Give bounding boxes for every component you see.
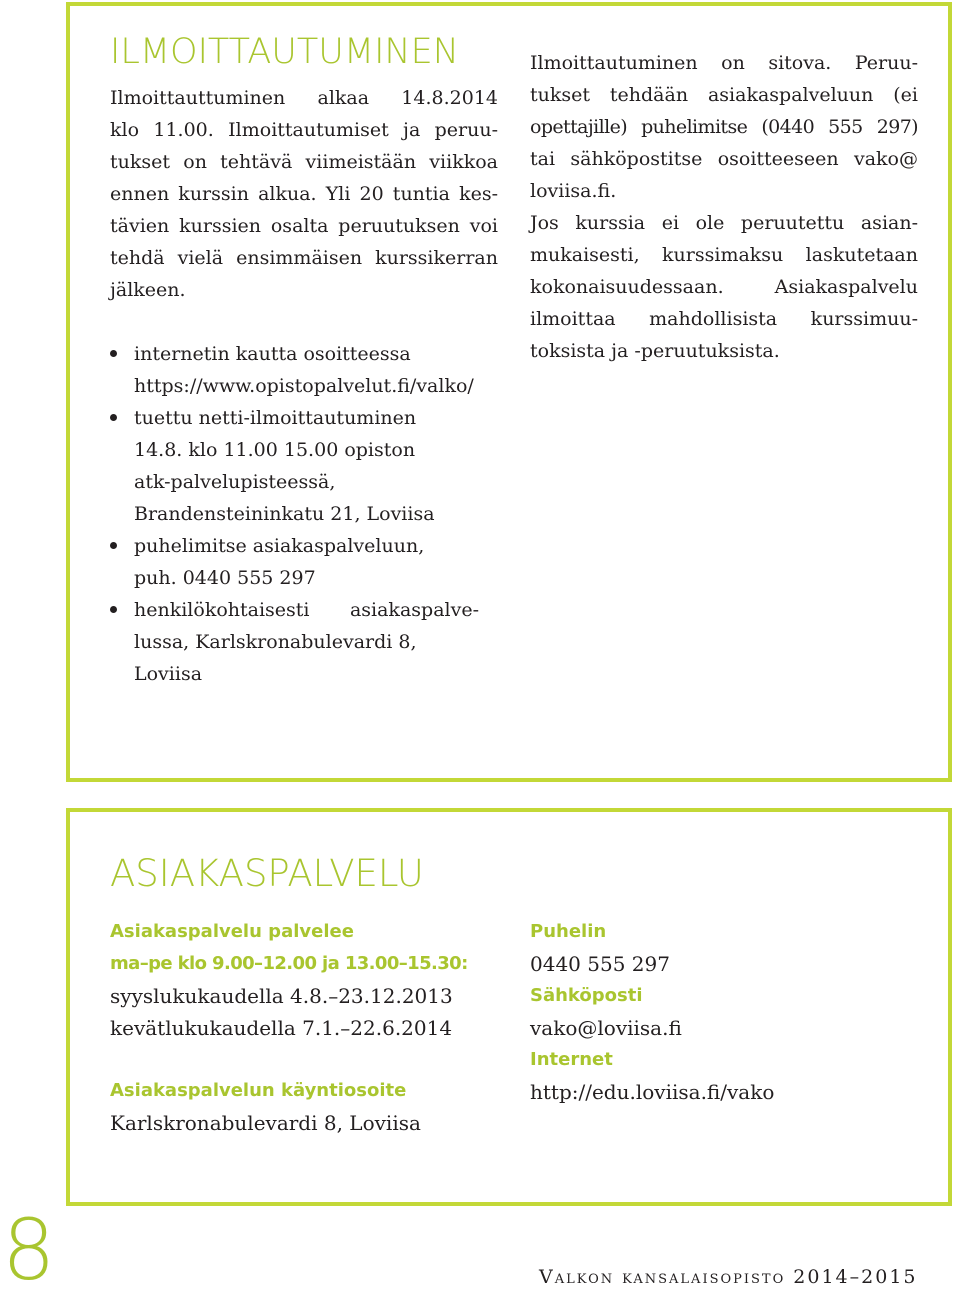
email-link[interactable]: vako@loviisa.fi <box>530 1016 682 1040</box>
bullet-line: puhelimitse asiakaspalveluun, <box>134 535 425 557</box>
registration-intro <box>110 82 498 306</box>
bullet-line: Brandensteininkatu 21, Loviisa <box>134 503 435 525</box>
terms-line: tukset tehdään asiakaspalveluun (ei <box>530 84 918 106</box>
intro-line: tävien kurssien osalta peruutuksen voi <box>110 215 498 237</box>
terms-line: Jos kurssia ei ole peruutettu asian- <box>530 212 918 234</box>
intro-line: ennen kurssin alkua. Yli 20 tuntia kes- <box>110 183 498 205</box>
list-item <box>110 338 510 402</box>
terms-line: toksista ja -peruutuksista. <box>530 340 780 362</box>
autumn-term: syyslukukaudella 4.8.–23.12.2013 <box>110 984 453 1008</box>
bullet-icon <box>110 542 117 549</box>
email-label: Sähköposti <box>530 985 643 1006</box>
list-item <box>110 530 510 594</box>
intro-line: jälkeen. <box>110 279 186 301</box>
address: Karlskronabulevardi 8, Loviisa <box>110 1111 421 1135</box>
bullet-icon <box>110 606 117 613</box>
registration-terms <box>530 47 918 367</box>
terms-line: loviisa.fi. <box>530 180 617 202</box>
terms-line: ilmoittaa mahdollisista kurssimuu- <box>530 308 918 330</box>
service-contacts <box>530 916 930 1108</box>
terms-line: kokonaisuudessaan. Asiakaspalvelu <box>530 276 918 298</box>
bullet-line: henkilökohtaisesti asiakaspalve- <box>134 599 479 621</box>
bullet-icon <box>110 350 117 357</box>
bullet-line: atk-palvelupisteessä, <box>134 471 336 493</box>
terms-line: opettajille) puhelimitse (0440 555 297) <box>530 116 918 138</box>
registration-methods-list <box>110 338 510 690</box>
bullet-line: internetin kautta osoitteessa <box>134 343 411 365</box>
spring-term: kevätlukukaudella 7.1.–22.6.2014 <box>110 1016 453 1040</box>
phone-label: Puhelin <box>530 921 607 942</box>
internet-label: Internet <box>530 1049 613 1070</box>
intro-line: tehdä vielä ensimmäisen kurssikerran <box>110 247 498 269</box>
page-number: 8 <box>2 1201 56 1299</box>
terms-line: Ilmoittautuminen on sitova. Peruu- <box>530 52 918 74</box>
bullet-line: Loviisa <box>134 663 203 685</box>
phone-number: 0440 555 297 <box>530 952 670 976</box>
service-hours <box>110 916 520 1139</box>
bullet-line: lussa, Karlskronabulevardi 8, <box>134 631 417 653</box>
terms-line: mukaisesti, kurssimaksu laskutetaan <box>530 244 918 266</box>
intro-line: tukset on tehtävä viimeistään viikkoa <box>110 151 498 173</box>
registration-link[interactable]: https://www.opistopalvelut.fi/valko/ <box>134 375 474 397</box>
list-item <box>110 402 510 530</box>
customer-service-heading: ASIAKASPALVELU <box>110 852 424 895</box>
address-label: Asiakaspalvelun käyntiosoite <box>110 1080 407 1101</box>
bullet-line: tuettu netti-ilmoittautuminen <box>134 407 417 429</box>
publication-title: Valkon kansalaisopisto 2014–2015 <box>539 1266 918 1288</box>
bullet-line: puh. 0440 555 297 <box>134 567 316 589</box>
bullet-line: 14.8. klo 11.00 15.00 opiston <box>134 439 416 461</box>
intro-line: Ilmoittauttuminen alkaa 14.8.2014 <box>110 87 498 109</box>
hours-times: ma–pe klo 9.00–12.00 ja 13.00–15.30: <box>110 953 468 974</box>
registration-heading: ILMOITTAUTUMINEN <box>110 32 459 72</box>
hours-label: Asiakaspalvelu palvelee <box>110 921 354 942</box>
website-link[interactable]: http://edu.loviisa.fi/vako <box>530 1080 775 1104</box>
bullet-icon <box>110 414 117 421</box>
terms-line: tai sähköpostitse osoitteeseen vako@ <box>530 148 918 170</box>
list-item <box>110 594 510 690</box>
intro-line: klo 11.00. Ilmoittautumiset ja peruu- <box>110 119 498 141</box>
